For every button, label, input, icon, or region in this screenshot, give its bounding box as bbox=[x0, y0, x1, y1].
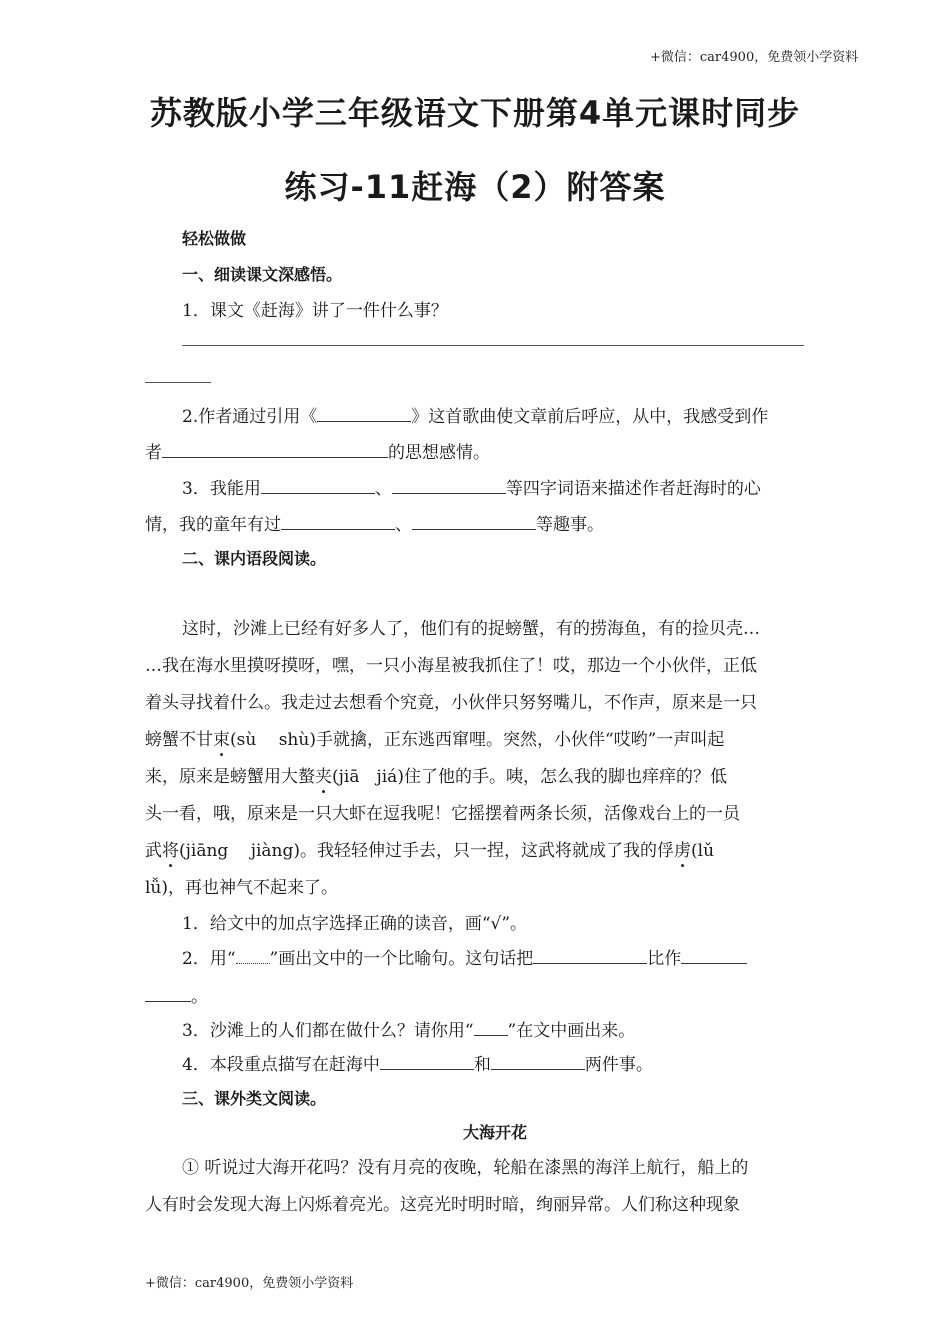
article-title: 大海开花 bbox=[462, 1123, 527, 1142]
passage-line: 这时，沙滩上已经有好多人了，他们有的捉螃蟹，有的捞海鱼，有的捡贝壳… bbox=[182, 619, 760, 639]
fill-blank bbox=[491, 1051, 585, 1070]
page-title-line2: 练习-11赶海（2）附答案 bbox=[284, 168, 666, 206]
fill-blank bbox=[145, 983, 191, 1002]
article-line: ① 听说过大海开花吗？没有月亮的夜晚，轮船在漆黑的海洋上航行，船上的 bbox=[182, 1158, 749, 1178]
passage-line: 来，原来是螃蟹用大螯夹(jiā jiá)住了他的手。咦，怎么我的脚也痒痒的？低 bbox=[145, 767, 727, 787]
straight-line-mark bbox=[474, 1017, 508, 1036]
part2-q2: 2．用“ ”画出文中的一个比喻句。这句话把 比作 bbox=[182, 944, 747, 969]
dotted-char: 将 bbox=[162, 841, 179, 861]
part1-heading: 一、细读课文深感悟。 bbox=[182, 265, 343, 284]
part3-heading: 三、课外类文阅读。 bbox=[182, 1089, 327, 1108]
fill-blank bbox=[380, 1051, 474, 1070]
part2-q3: 3．沙滩上的人们都在做什么？请你用“ ”在文中画出来。 bbox=[182, 1016, 635, 1041]
part2-q1: 1．给文中的加点字选择正确的读音，画“√”。 bbox=[182, 914, 528, 934]
part1-q2-line1: 2.作者通过引用《 》这首歌曲使文章前后呼应，从中，我感受到作 bbox=[182, 402, 768, 427]
footer-watermark: +微信：car4900，免费领小学资料 bbox=[145, 1276, 354, 1291]
passage-line: 武将(jiāng jiàng)。我轻轻伸过手去，只一捏，这武将就成了我的俘虏(lǔ bbox=[145, 841, 715, 861]
fill-blank bbox=[392, 475, 506, 494]
part1-q3-line2: 情，我的童年有过 、 等趣事。 bbox=[145, 510, 604, 535]
wavy-line-mark bbox=[236, 949, 270, 964]
passage-line: 螃蟹不甘束(sù shù)手就擒，正东逃西窜哩。突然，小伙伴“哎哟”一声叫起 bbox=[145, 730, 725, 750]
passage-line: 着头寻找着什么。我走过去想看个究竟，小伙伴只努努嘴儿，不作声，原来是一只 bbox=[145, 693, 757, 713]
passage-line: 头一看，哦，原来是一只大虾在逗我呢！它摇摆着两条长须，活像戏台上的一员 bbox=[145, 804, 740, 824]
fill-blank bbox=[261, 475, 375, 494]
answer-line bbox=[182, 345, 804, 346]
part1-q2-line2: 者 的思想感情。 bbox=[145, 438, 490, 463]
dotted-char: 束 bbox=[213, 730, 230, 750]
fill-blank bbox=[162, 439, 388, 458]
fill-blank bbox=[681, 945, 747, 964]
fill-blank bbox=[317, 403, 411, 422]
part2-heading: 二、课内语段阅读。 bbox=[182, 549, 327, 568]
fill-blank bbox=[281, 511, 395, 530]
passage-line: lǚ)，再也神气不起来了。 bbox=[145, 878, 339, 898]
part1-q1: 1．课文《赶海》讲了一件什么事？ bbox=[182, 301, 448, 321]
part2-q2-cont: 。 bbox=[145, 982, 208, 1007]
dotted-char: 夹 bbox=[315, 767, 332, 787]
dotted-char: 虏 bbox=[674, 841, 692, 861]
part2-q4: 4．本段重点描写在赶海中 和 两件事。 bbox=[182, 1050, 653, 1075]
passage-line: …我在海水里摸呀摸呀，嘿，一只小海星被我抓住了！哎，那边一个小伙伴，正低 bbox=[145, 656, 757, 676]
fill-blank bbox=[412, 511, 536, 530]
part1-q3-line1: 3．我能用 、 等四字词语来描述作者赶海时的心 bbox=[182, 474, 761, 499]
section-easy: 轻松做做 bbox=[182, 229, 247, 248]
header-watermark: +微信：car4900，免费领小学资料 bbox=[650, 50, 859, 65]
article-line: 人有时会发现大海上闪烁着亮光。这亮光时明时暗，绚丽异常。人们称这种现象 bbox=[145, 1195, 740, 1215]
page-title-line1: 苏教版小学三年级语文下册第4单元课时同步 bbox=[149, 94, 801, 132]
fill-blank bbox=[533, 945, 647, 964]
answer-line bbox=[145, 382, 211, 383]
